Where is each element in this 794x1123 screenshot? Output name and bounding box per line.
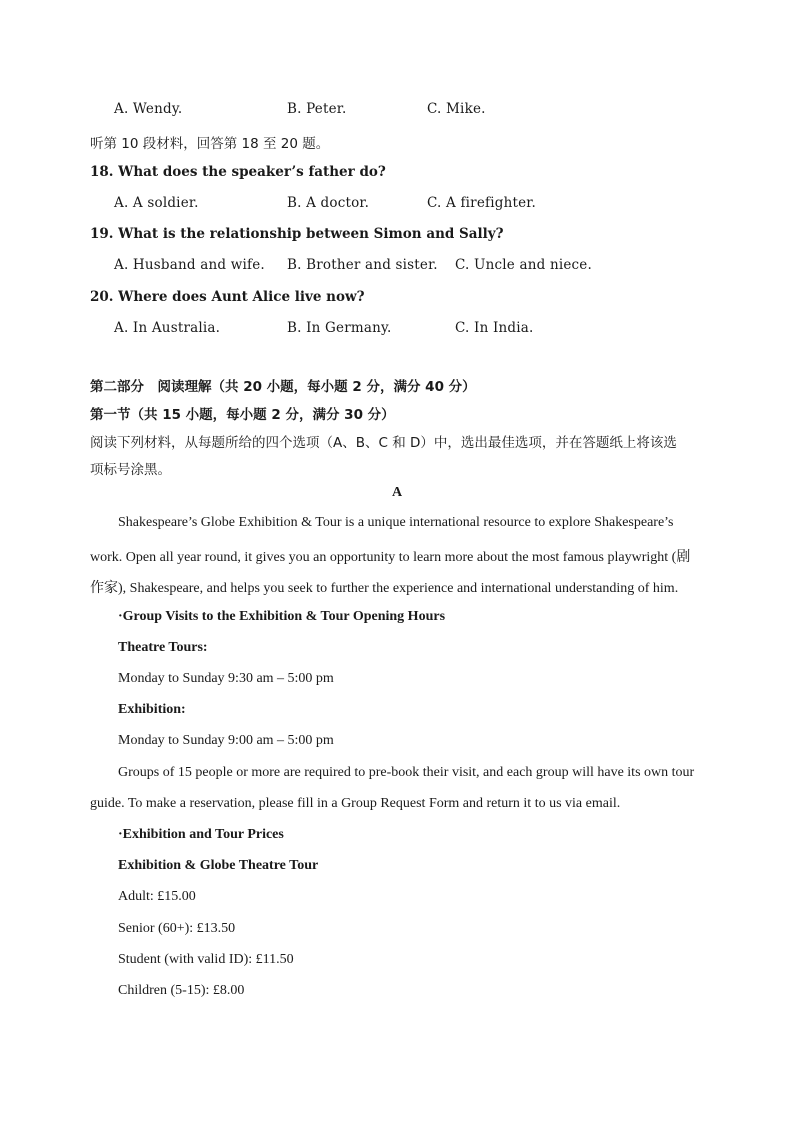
part2-title: 第二部分 阅读理解（共 20 小题，每小题 2 分，满分 40 分）: [90, 379, 476, 395]
q18-option-a: A. A soldier.: [114, 195, 199, 211]
paragraph1-line1: Shakespeare’s Globe Exhibition & Tour is a unique international resource to explore Shakespeare’s: [118, 515, 674, 530]
q17-option-a: A. Wendy.: [114, 101, 183, 117]
q20-option-b: B. In Germany.: [287, 320, 392, 336]
heading-prices: ·Exhibition and Tour Prices: [118, 827, 284, 842]
exhibition-hours: Monday to Sunday 9:00 am – 5:00 pm: [118, 733, 334, 748]
q20-option-c: C. In India.: [455, 320, 534, 336]
price-children: Children (5-15): £8.00: [118, 983, 245, 998]
question-20: 20. Where does Aunt Alice live now?: [90, 289, 365, 305]
q17-option-b: B. Peter.: [287, 101, 347, 117]
groups-line2: guide. To make a reservation, please fill in a Group Request Form and return it to us via email.: [90, 796, 621, 811]
q19-option-c: C. Uncle and niece.: [455, 257, 592, 273]
price-student: Student (with valid ID): £11.50: [118, 952, 294, 967]
listening-instruction: 听第 10 段材料，回答第 18 至 20 题。: [90, 136, 330, 152]
price-senior: Senior (60+): £13.50: [118, 921, 236, 936]
heading-opening-hours: ·Group Visits to the Exhibition & Tour Opening Hours: [118, 609, 446, 624]
theatre-tours-hours: Monday to Sunday 9:30 am – 5:00 pm: [118, 671, 334, 686]
reading-instruction-line1: 阅读下列材料，从每题所给的四个选项（A、B、C 和 D）中，选出最佳选项，并在答题纸上将该选: [90, 435, 677, 451]
q17-option-c: C. Mike.: [427, 101, 486, 117]
q19-option-a: A. Husband and wife.: [114, 257, 265, 273]
theatre-tours-label: Theatre Tours:: [118, 640, 208, 655]
passage-label: A: [391, 485, 403, 500]
q18-option-b: B. A doctor.: [287, 195, 370, 211]
groups-line1: Groups of 15 people or more are required to pre-book their visit, and each group will have its own tour: [118, 765, 695, 780]
paragraph1-line2: work. Open all year round, it gives you an opportunity to learn more about the most famous playwright (剧: [90, 550, 691, 565]
q18-option-c: C. A firefighter.: [427, 195, 536, 211]
q20-option-a: A. In Australia.: [114, 320, 221, 336]
section1-title: 第一节（共 15 小题，每小题 2 分，满分 30 分）: [90, 407, 395, 423]
paragraph1-line3: 作家), Shakespeare, and helps you seek to further the experience and international understanding of him.: [90, 581, 679, 596]
reading-instruction-line2: 项标号涂黑。: [90, 462, 171, 478]
question-19: 19. What is the relationship between Simon and Sally?: [90, 226, 504, 242]
q19-option-b: B. Brother and sister.: [287, 257, 438, 273]
question-18: 18. What does the speaker’s father do?: [90, 164, 386, 180]
price-adult: Adult: £15.00: [118, 889, 196, 904]
prices-subheading: Exhibition & Globe Theatre Tour: [118, 858, 319, 873]
exhibition-label: Exhibition:: [118, 702, 186, 717]
